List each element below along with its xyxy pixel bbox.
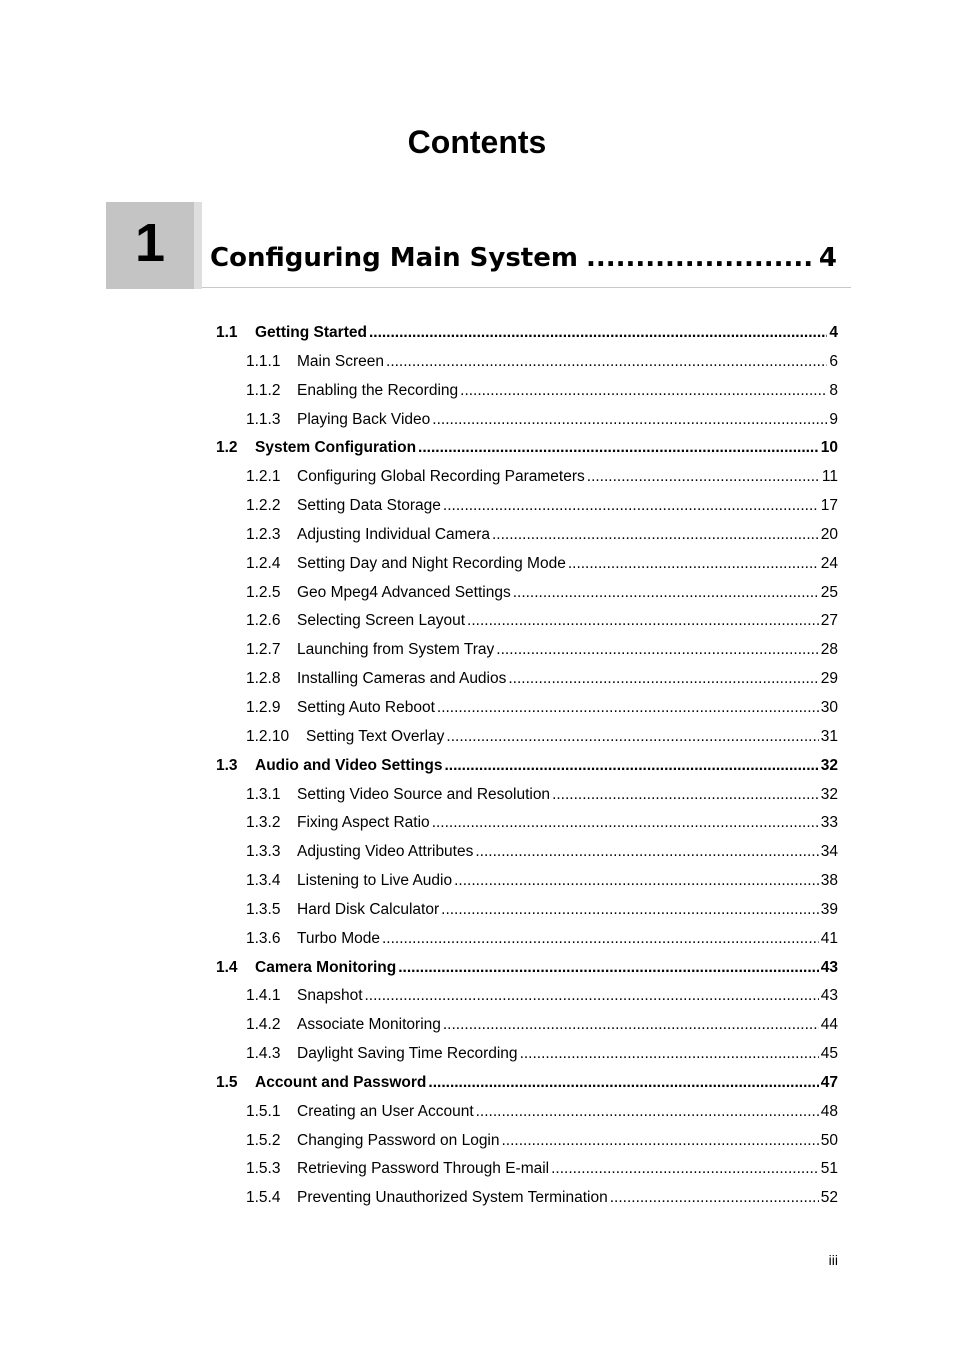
toc-entry-number: 1.4.2 (246, 1016, 281, 1034)
toc-entry-line (246, 1132, 838, 1150)
toc-entry-number: 1.2.4 (246, 554, 281, 572)
toc-entry-title: Enabling the Recording (297, 381, 459, 399)
toc-subsection-entry[interactable] (0, 378, 954, 407)
dot-leader (492, 526, 819, 544)
toc-entry-line (246, 468, 838, 486)
dot-leader (513, 584, 819, 602)
page-number: iii (828, 1252, 838, 1268)
toc-section-entry[interactable] (0, 320, 954, 349)
dot-leader (441, 901, 819, 919)
toc-entry-number: 1.2.7 (246, 641, 281, 659)
dot-leader (437, 699, 819, 717)
toc-entry-line (246, 843, 838, 861)
toc-entry-title: Getting Started (255, 324, 367, 341)
toc-section-entry[interactable] (0, 955, 954, 984)
toc-entry-page: 52 (820, 1189, 838, 1207)
toc-entry-line (246, 786, 838, 804)
toc-entry-line (246, 901, 838, 919)
toc-entry-number: 1.2 (216, 439, 238, 457)
toc-entry-title: Audio and Video Settings (255, 756, 443, 774)
toc-entry-line (246, 1045, 838, 1063)
dot-leader (520, 1045, 819, 1063)
toc-subsection-entry[interactable] (0, 1012, 954, 1041)
toc-subsection-entry[interactable] (0, 1099, 954, 1128)
toc-subsection-entry[interactable] (0, 983, 954, 1012)
toc-subsection-entry[interactable] (0, 926, 954, 955)
toc-entry-page: 31 (820, 727, 838, 745)
dot-leader (443, 497, 819, 515)
toc-entry-line (246, 555, 838, 573)
toc-entry-title: Changing Password on Login (297, 1131, 500, 1149)
toc-entry-title: Listening to Live Audio (297, 872, 453, 890)
toc-entry-line (216, 324, 838, 342)
toc-subsection-entry[interactable] (0, 349, 954, 378)
toc-entry-page: 24 (820, 554, 838, 572)
toc-entry-title: Setting Day and Night Recording Mode (297, 554, 566, 572)
toc-entry-page: 8 (829, 381, 838, 399)
toc-entry-line (246, 1103, 838, 1121)
chapter-number: 1 (134, 213, 166, 273)
toc-entry-line (246, 872, 838, 890)
page-title: Contents (407, 124, 547, 160)
dot-leader (428, 1074, 818, 1092)
dot-leader (467, 612, 819, 630)
toc-entry-number: 1.3.5 (246, 900, 281, 918)
toc-entry-line (246, 584, 838, 602)
toc-entry-line (246, 526, 838, 544)
toc-entry-page: 27 (820, 612, 838, 630)
toc-entry-page: 30 (820, 698, 838, 716)
toc-entry-page: 6 (829, 352, 838, 370)
toc-subsection-entry[interactable] (0, 782, 954, 811)
toc-subsection-entry[interactable] (0, 1156, 954, 1185)
toc-entry-number: 1.5.1 (246, 1102, 281, 1120)
toc-entry-line (246, 612, 838, 630)
toc-entry-number: 1.5.2 (246, 1131, 281, 1149)
toc-subsection-entry[interactable] (0, 839, 954, 868)
chapter-heading[interactable] (210, 243, 837, 273)
toc-entry-page: 29 (820, 670, 838, 688)
toc-entry-line (246, 1189, 838, 1207)
toc-entry-number: 1.2.3 (246, 525, 281, 543)
toc-entry-title: Setting Auto Reboot (297, 698, 435, 716)
toc-entry-number: 1.2.6 (246, 612, 281, 630)
toc-entry-page: 51 (820, 1160, 838, 1178)
dot-leader (552, 786, 819, 804)
toc-subsection-entry[interactable] (0, 810, 954, 839)
dot-leader (502, 1132, 819, 1150)
toc-subsection-entry[interactable] (0, 522, 954, 551)
chapter-title: Configuring Main System (210, 243, 578, 273)
toc-entry-title: Turbo Mode (297, 929, 380, 947)
toc-subsection-entry[interactable] (0, 724, 954, 753)
toc-entry-page: 28 (820, 641, 838, 659)
toc-subsection-entry[interactable] (0, 407, 954, 436)
toc-entry-page: 48 (820, 1102, 838, 1120)
toc-entry-line (246, 930, 838, 948)
toc-entry-line (246, 728, 838, 746)
dot-leader (443, 1016, 819, 1034)
toc-entry-title: Retrieving Password Through E-mail (297, 1160, 550, 1178)
toc-entry-line (246, 1016, 838, 1034)
toc-entry-number: 1.5.3 (246, 1160, 281, 1178)
toc-entry-number: 1.3 (216, 756, 238, 774)
toc-list (0, 320, 954, 1214)
toc-entry-number: 1.4.3 (246, 1045, 281, 1063)
toc-entry-page: 4 (829, 324, 838, 341)
dot-leader (382, 930, 819, 948)
toc-entry-line (216, 757, 838, 775)
toc-entry-page: 17 (820, 497, 838, 515)
toc-entry-number: 1.1.3 (246, 410, 281, 428)
toc-section-entry[interactable] (0, 753, 954, 782)
toc-entry-number: 1.1 (216, 324, 238, 341)
toc-entry-line (246, 382, 838, 400)
toc-entry-line (216, 959, 838, 977)
toc-entry-page: 32 (820, 785, 838, 803)
toc-entry-title: Playing Back Video (297, 410, 431, 428)
toc-entry-page: 20 (820, 525, 838, 543)
toc-entry-title: Installing Cameras and Audios (297, 670, 507, 688)
toc-entry-title: Adjusting Individual Camera (297, 525, 490, 543)
toc-entry-number: 1.5 (216, 1073, 238, 1091)
toc-entry-line (246, 699, 838, 717)
toc-entry-page: 33 (820, 814, 838, 832)
toc-subsection-entry[interactable] (0, 493, 954, 522)
toc-entry-title: Associate Monitoring (297, 1016, 441, 1034)
toc-subsection-entry[interactable] (0, 1185, 954, 1214)
toc-entry-line (246, 411, 838, 429)
toc-entry-number: 1.5.4 (246, 1189, 281, 1207)
toc-entry-page: 10 (820, 439, 838, 457)
dot-leader (432, 411, 827, 429)
toc-entry-page: 34 (820, 843, 838, 861)
toc-subsection-entry[interactable] (0, 897, 954, 926)
toc-section-entry[interactable] (0, 1070, 954, 1099)
toc-subsection-entry[interactable] (0, 608, 954, 637)
toc-entry-title: Setting Data Storage (297, 497, 441, 515)
toc-subsection-entry[interactable] (0, 1128, 954, 1157)
toc-entry-title: Daylight Saving Time Recording (297, 1045, 518, 1063)
toc-entry-title: Setting Video Source and Resolution (297, 785, 551, 803)
dot-leader (568, 555, 819, 573)
toc-subsection-entry[interactable] (0, 580, 954, 609)
toc-section-entry[interactable] (0, 435, 954, 464)
toc-entry-title: Selecting Screen Layout (297, 612, 466, 630)
toc-subsection-entry[interactable] (0, 551, 954, 580)
toc-entry-page: 41 (820, 929, 838, 947)
toc-entry-title: Adjusting Video Attributes (297, 843, 474, 861)
toc-entry-title: Geo Mpeg4 Advanced Settings (297, 583, 511, 601)
toc-entry-page: 44 (820, 1016, 838, 1034)
toc-entry-number: 1.2.10 (246, 727, 290, 745)
dot-leader (551, 1160, 819, 1178)
toc-entry-number: 1.3.3 (246, 843, 281, 861)
dot-leader (475, 843, 818, 861)
toc-subsection-entry[interactable] (0, 666, 954, 695)
toc-entry-title: Hard Disk Calculator (297, 900, 440, 918)
toc-entry-page: 43 (820, 958, 838, 976)
toc-entry-number: 1.2.2 (246, 497, 281, 515)
dot-leader (476, 1103, 819, 1121)
toc-entry-number: 1.4.1 (246, 987, 281, 1005)
toc-entry-number: 1.3.2 (246, 814, 281, 832)
toc-entry-title: System Configuration (255, 439, 417, 457)
toc-entry-number: 1.3.4 (246, 872, 281, 890)
dot-leader (586, 243, 811, 273)
toc-entry-page: 38 (820, 872, 838, 890)
toc-entry-number: 1.2.1 (246, 468, 281, 486)
dot-leader (444, 757, 818, 775)
toc-entry-page: 9 (829, 410, 838, 428)
dot-leader (460, 382, 827, 400)
toc-entry-number: 1.3.1 (246, 785, 281, 803)
toc-entry-page: 32 (820, 756, 838, 774)
dot-leader (454, 872, 819, 890)
toc-entry-line (216, 1074, 838, 1092)
toc-subsection-entry[interactable] (0, 464, 954, 493)
toc-entry-number: 1.2.8 (246, 670, 281, 688)
dot-leader (418, 439, 819, 457)
toc-entry-page: 50 (820, 1131, 838, 1149)
dot-leader (587, 468, 820, 486)
dot-leader (369, 324, 827, 342)
toc-entry-title: Launching from System Tray (297, 641, 495, 659)
toc-entry-page: 45 (820, 1045, 838, 1063)
toc-subsection-entry[interactable] (0, 695, 954, 724)
dot-leader (496, 641, 818, 659)
toc-subsection-entry[interactable] (0, 1041, 954, 1070)
toc-entry-page: 39 (820, 900, 838, 918)
toc-entry-number: 1.1.2 (246, 381, 281, 399)
dot-leader (446, 728, 818, 746)
dot-leader (432, 814, 819, 832)
toc-entry-line (246, 353, 838, 371)
toc-entry-page: 43 (820, 987, 838, 1005)
chapter-page: 4 (818, 243, 837, 273)
toc-entry-title: Fixing Aspect Ratio (297, 814, 430, 832)
toc-entry-page: 47 (820, 1073, 838, 1091)
dot-leader (398, 959, 819, 977)
toc-entry-number: 1.2.9 (246, 698, 281, 716)
toc-entry-line (246, 670, 838, 688)
toc-entry-line (246, 814, 838, 832)
chapter-box-stripe (194, 202, 202, 289)
chapter-underline (202, 287, 851, 288)
toc-entry-title: Preventing Unauthorized System Termination (297, 1189, 608, 1207)
toc-entry-title: Setting Text Overlay (306, 727, 445, 745)
dot-leader (508, 670, 818, 688)
toc-entry-line (246, 1160, 838, 1178)
dot-leader (365, 987, 819, 1005)
toc-entry-number: 1.2.5 (246, 583, 281, 601)
toc-entry-number: 1.3.6 (246, 929, 281, 947)
toc-entry-page: 25 (820, 583, 838, 601)
toc-subsection-entry[interactable] (0, 637, 954, 666)
toc-entry-title: Creating an User Account (297, 1102, 474, 1120)
toc-subsection-entry[interactable] (0, 868, 954, 897)
dot-leader (386, 353, 827, 371)
toc-entry-line (216, 439, 838, 457)
toc-entry-title: Account and Password (255, 1073, 427, 1091)
toc-entry-title: Camera Monitoring (255, 958, 397, 976)
toc-entry-title: Configuring Global Recording Parameters (297, 468, 585, 486)
toc-entry-number: 1.4 (216, 958, 238, 976)
toc-entry-line (246, 497, 838, 515)
toc-entry-line (246, 987, 838, 1005)
toc-entry-line (246, 641, 838, 659)
toc-entry-title: Main Screen (297, 352, 385, 370)
toc-entry-page: 11 (821, 468, 838, 486)
dot-leader (610, 1189, 819, 1207)
toc-entry-title: Snapshot (297, 987, 363, 1005)
toc-entry-number: 1.1.1 (246, 352, 281, 370)
